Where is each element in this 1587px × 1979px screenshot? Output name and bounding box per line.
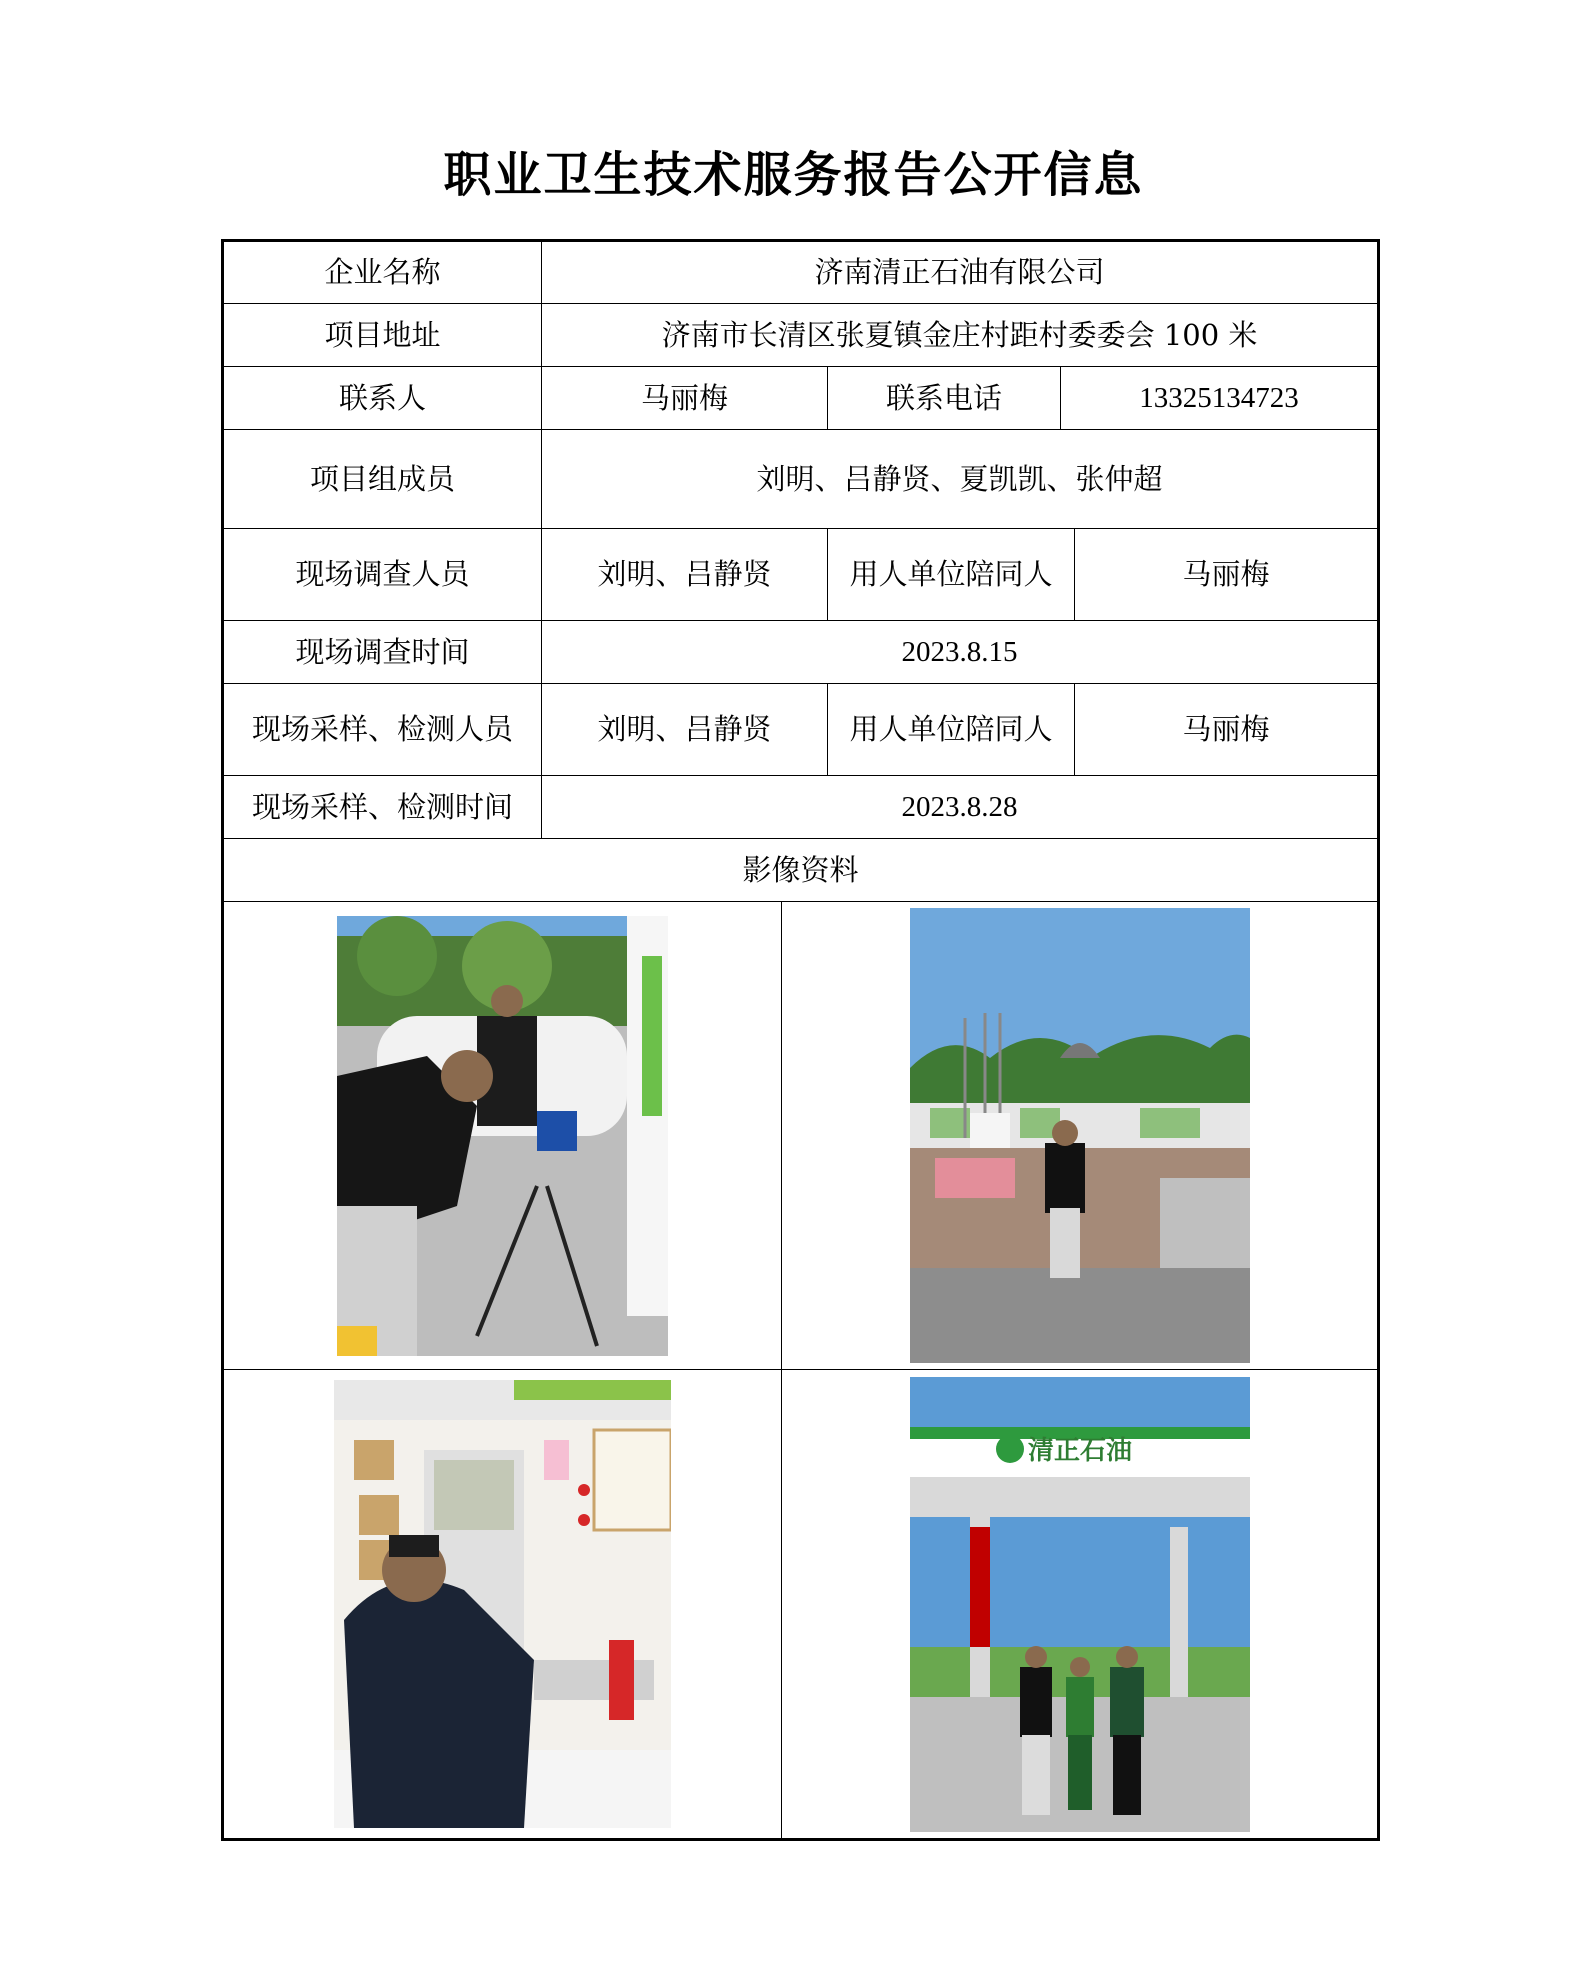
- sampling-escort-value: 马丽梅: [1075, 684, 1379, 776]
- members-value: 刘明、吕静贤、夏凯凯、张仲超: [542, 430, 1379, 529]
- photo-cell-3: [223, 1370, 782, 1840]
- row-members: [223, 430, 1379, 529]
- photo-gas-station-team: [910, 1377, 1250, 1832]
- row-survey-staff: [223, 529, 1379, 621]
- row-survey-time: [223, 621, 1379, 684]
- row-sampling-time: [223, 776, 1379, 839]
- info-table: [221, 239, 1380, 1841]
- company-value: 济南清正石油有限公司: [542, 241, 1379, 304]
- sampling-time-value: 2023.8.28: [542, 776, 1379, 839]
- address-label: 项目地址: [223, 304, 542, 367]
- survey-time-value: 2023.8.15: [542, 621, 1379, 684]
- sampling-staff-value: 刘明、吕静贤: [542, 684, 828, 776]
- survey-staff-value: 刘明、吕静贤: [542, 529, 828, 621]
- survey-escort-label: 用人单位陪同人: [828, 529, 1075, 621]
- photo-rooftop-sampling: [910, 908, 1250, 1363]
- members-label: 项目组成员: [223, 430, 542, 529]
- contact-value: 马丽梅: [542, 367, 828, 430]
- row-photos-2: [223, 1370, 1379, 1840]
- row-company: [223, 241, 1379, 304]
- survey-time-label: 现场调查时间: [223, 621, 542, 684]
- photo-sampling-pump: [337, 916, 668, 1356]
- contact-label: 联系人: [223, 367, 542, 430]
- photo-noise-measurement: [334, 1380, 671, 1828]
- photo-cell-4: [782, 1370, 1379, 1840]
- row-images-header: [223, 839, 1379, 902]
- phone-value: 13325134723: [1061, 367, 1379, 430]
- row-address: [223, 304, 1379, 367]
- row-contact: [223, 367, 1379, 430]
- sampling-staff-label: 现场采样、检测人员: [223, 684, 542, 776]
- row-sampling-staff: [223, 684, 1379, 776]
- phone-label: 联系电话: [828, 367, 1061, 430]
- sampling-time-label: 现场采样、检测时间: [223, 776, 542, 839]
- row-photos-1: [223, 902, 1379, 1370]
- images-label: 影像资料: [223, 839, 1379, 902]
- sampling-escort-label: 用人单位陪同人: [828, 684, 1075, 776]
- page-title: 职业卫生技术服务报告公开信息: [443, 147, 1144, 203]
- company-label: 企业名称: [223, 241, 542, 304]
- photo-cell-1: [223, 902, 782, 1370]
- survey-escort-value: 马丽梅: [1075, 529, 1379, 621]
- station-sign-text: 清正石油: [1027, 1435, 1132, 1466]
- photo-cell-2: [782, 902, 1379, 1370]
- survey-staff-label: 现场调查人员: [223, 529, 542, 621]
- address-value: 济南市长清区张夏镇金庄村距村委委会 100 米: [542, 304, 1379, 367]
